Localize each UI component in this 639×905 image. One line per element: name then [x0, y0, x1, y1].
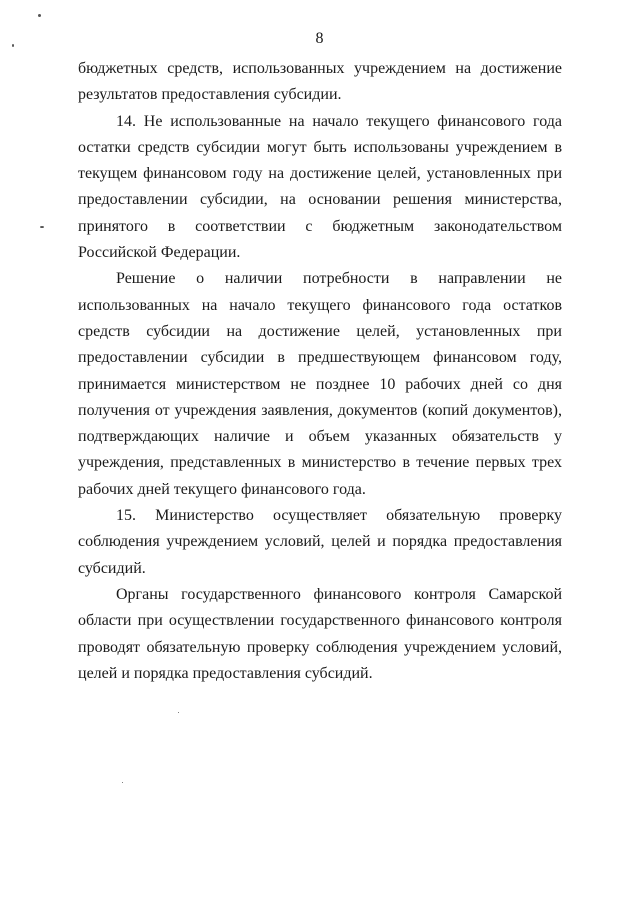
page-number: 8 [315, 30, 324, 47]
scan-speck [122, 782, 123, 783]
paragraph-control-bodies: Органы государственного финансового контроля Самарской области при осуществлении государственного финансового контроля проводят обязательную проверку соблюдения учреждением условий, целей и порядка предоставления субсидий. [78, 585, 562, 682]
paragraph-continuation: бюджетных средств, использованных учреждением на достижение результатов предоставления субсидии. [78, 60, 562, 104]
scan-speck [12, 44, 14, 47]
paragraph-decision: Решение о наличии потребности в направлении не использованных на начало текущего финансового года остатков средств субсидии на достижение целей, установленных при предоставлении субсидии в предшествующем финансовом году, принимается министерством не позднее 10 рабочих дней со дня получения от учреждения заявления, документов (копий документов), подтверждающих наличие и объем указанных обязательств у учреждения, представленных в министерство в течение первых трех рабочих дней текущего финансового года. [78, 270, 562, 498]
scan-speck [40, 226, 44, 228]
paragraph-item-14: 14. Не использованные на начало текущего финансового года остатки средств субсидии могут быть использованы учреждением в текущем финансовом году на достижение целей, установленных при предоставлении субсидии, на основании решения министерства, принятого в соответствии с бюджетным законодательством Российской Федерации. [78, 112, 562, 262]
document-body [78, 56, 562, 687]
scan-speck [38, 14, 41, 17]
paragraph-item-15: 15. Министерство осуществляет обязательную проверку соблюдения учреждением условий, целей и порядка предоставления субсидий. [78, 507, 562, 577]
scan-speck [178, 712, 179, 713]
